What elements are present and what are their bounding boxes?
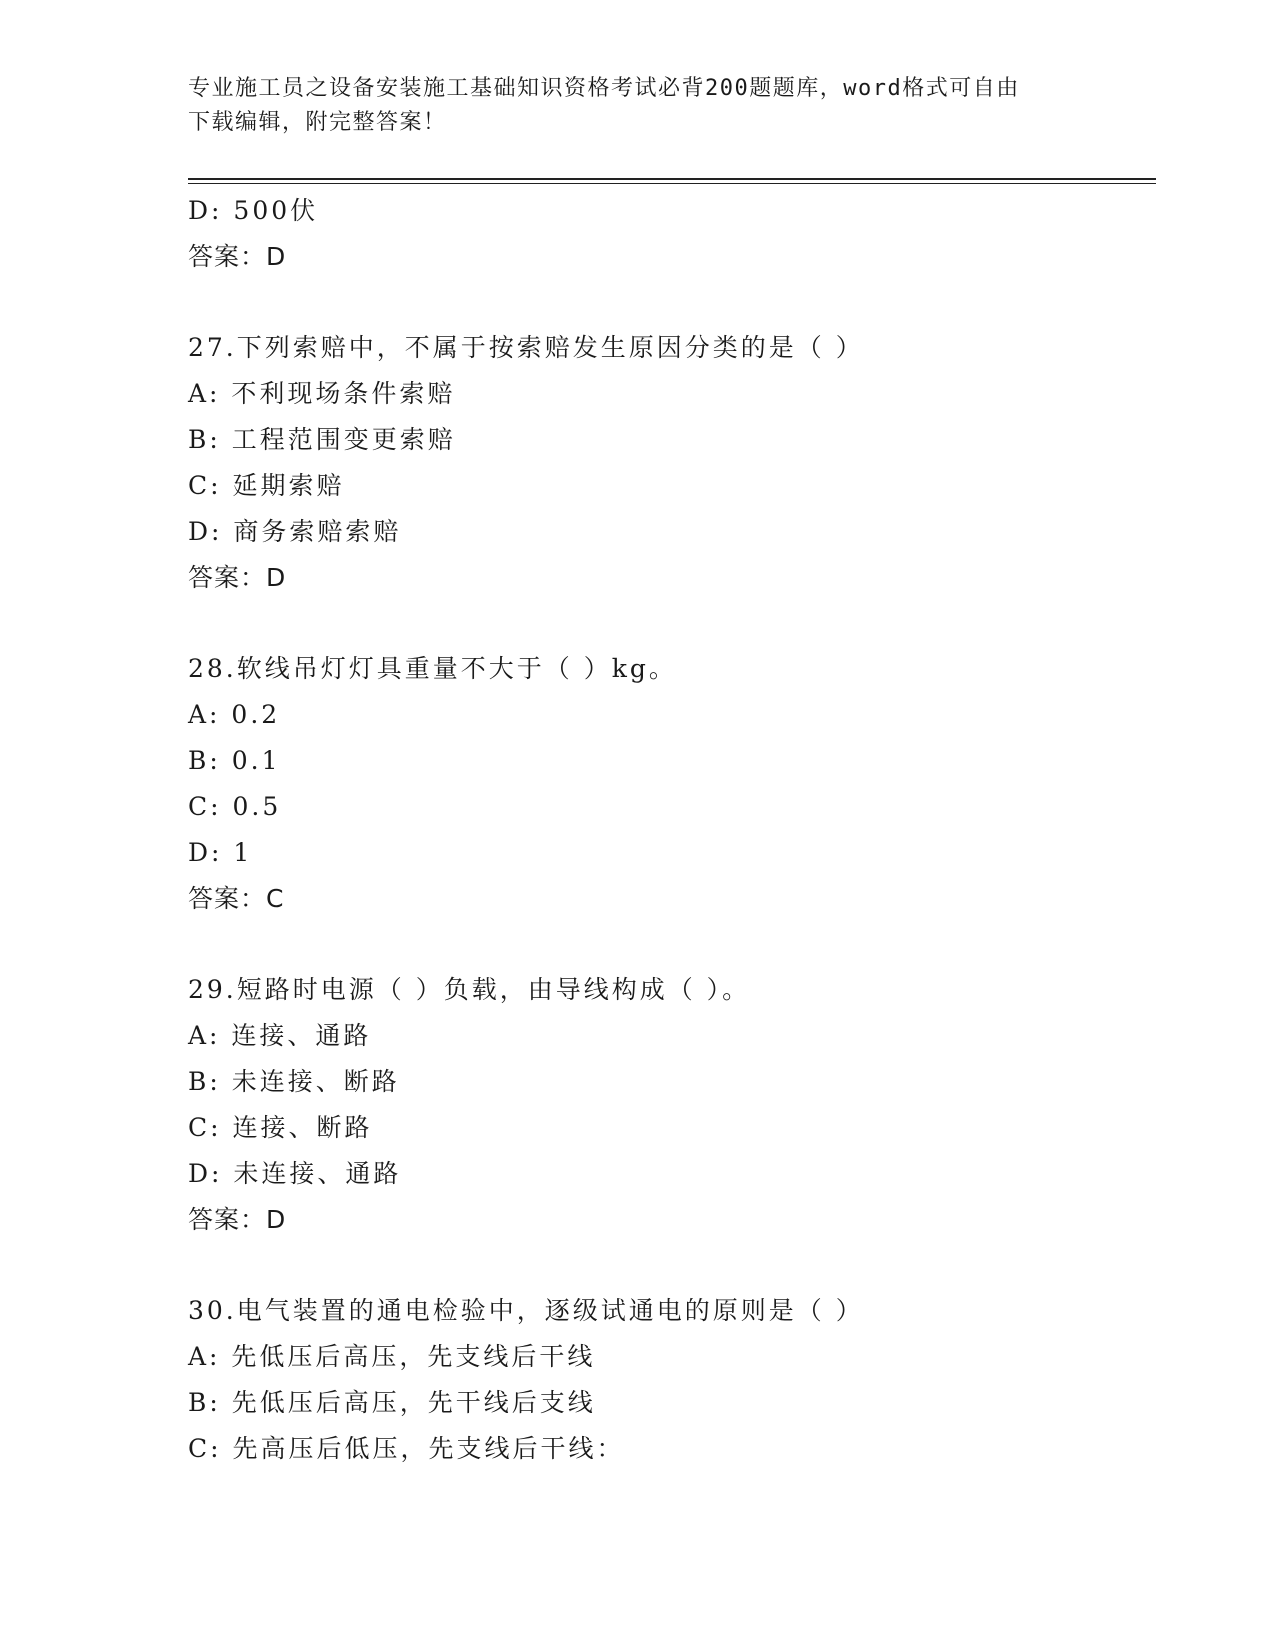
question-27-answer: 答案：D	[188, 563, 287, 592]
header-line-2: 下载编辑，附完整答案！	[188, 110, 447, 135]
question-30-stem: 30.电气装置的通电检验中，逐级试通电的原则是（ ）	[188, 1296, 864, 1325]
carryover-answer: 答案：D	[188, 242, 287, 271]
document-header	[188, 72, 1068, 140]
question-30-option-c: C: 先高压后低压，先支线后干线：	[188, 1434, 625, 1463]
spacer	[188, 922, 1156, 967]
question-28-stem: 28.软线吊灯灯具重量不大于（ ）kg。	[188, 654, 677, 683]
question-28-option-a: A: 0.2	[188, 700, 281, 729]
spacer	[188, 601, 1156, 646]
question-29-option-a: A: 连接、通路	[188, 1021, 372, 1050]
header-rule-thin	[188, 183, 1156, 184]
carryover-option-d: D: 500伏	[188, 196, 319, 225]
question-28-option-c: C: 0.5	[188, 792, 282, 821]
question-29-option-d: D: 未连接、通路	[188, 1159, 402, 1188]
question-29-option-b: B: 未连接、断路	[188, 1067, 400, 1096]
question-27-stem: 27.下列索赔中，不属于按索赔发生原因分类的是（ ）	[188, 333, 864, 362]
question-27-option-b: B: 工程范围变更索赔	[188, 425, 456, 454]
spacer	[188, 280, 1156, 325]
question-29-option-c: C: 连接、断路	[188, 1113, 373, 1142]
question-29-answer: 答案：D	[188, 1205, 287, 1234]
question-30-option-b: B: 先低压后高压，先干线后支线	[188, 1388, 596, 1417]
question-28-answer: 答案：C	[188, 884, 285, 913]
question-28-option-b: B: 0.1	[188, 746, 281, 775]
header-line-1: 专业施工员之设备安装施工基础知识资格考试必背200题题库，word格式可自由	[188, 76, 1020, 101]
header-rule-thick	[188, 178, 1156, 180]
question-27-option-d: D: 商务索赔索赔	[188, 517, 402, 546]
question-list	[188, 188, 1156, 1472]
spacer	[188, 1243, 1156, 1288]
question-29-stem: 29.短路时电源（ ）负载，由导线构成（ ）。	[188, 975, 751, 1004]
question-30-option-a: A: 先低压后高压，先支线后干线	[188, 1342, 596, 1371]
question-28-option-d: D: 1	[188, 838, 253, 867]
question-27-option-c: C: 延期索赔	[188, 471, 345, 500]
question-27-option-a: A: 不利现场条件索赔	[188, 379, 456, 408]
